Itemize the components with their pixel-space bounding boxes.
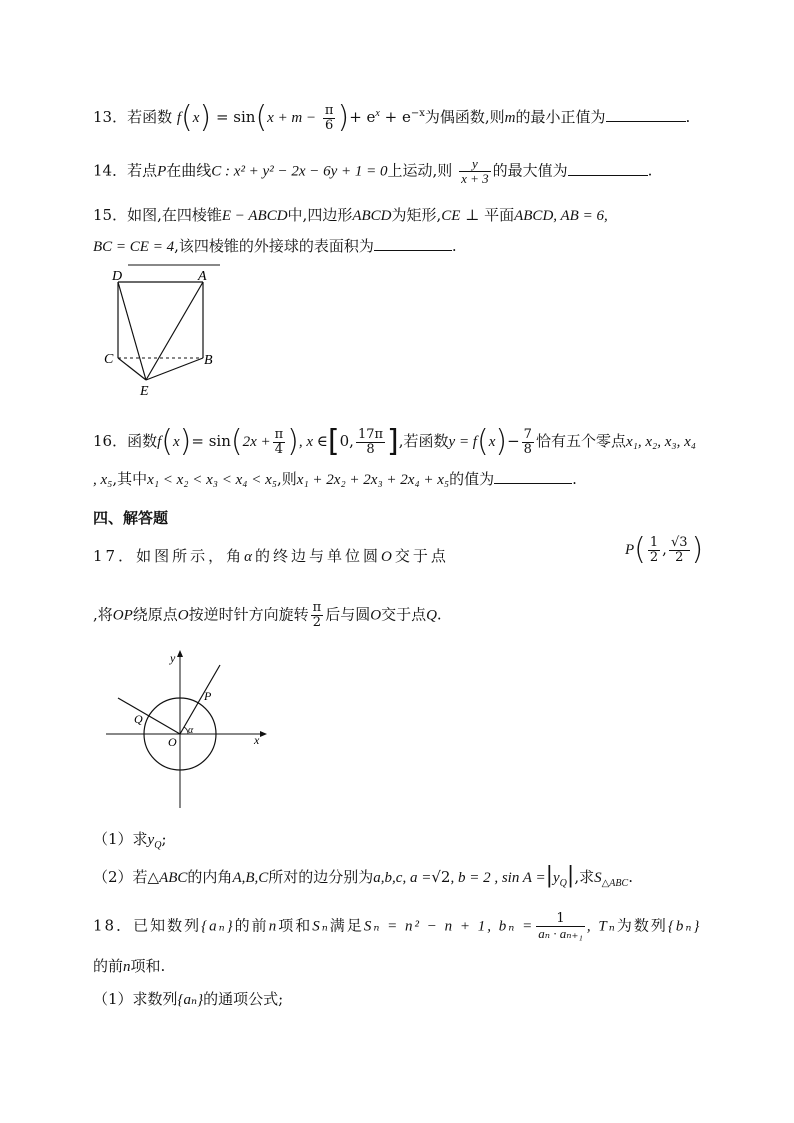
q17-l2d: 后与圆 — [325, 605, 371, 624]
q18-part1 — [93, 989, 283, 1010]
q16-l2c: ,则 — [277, 470, 297, 488]
q14-text: 14．若点 — [93, 161, 158, 180]
q17-abc: A,B,C — [232, 870, 269, 886]
answer-blank-13 — [606, 107, 686, 122]
q17-p1-y: y — [147, 832, 155, 848]
q15-perp: ⊥ 平面 — [460, 206, 515, 224]
q18-tn: , Tₙ — [586, 918, 617, 935]
q17-b: 的终边与单位圆 — [254, 547, 381, 565]
q17-part1 — [93, 829, 167, 856]
q17-p1-sub: Q — [154, 840, 162, 851]
q13-pi-over-6: $\frac{\pi}{6}$ — [324, 102, 334, 133]
q15-abcd2: ABCD, AB = 6, — [514, 208, 608, 224]
q16-zero: 0, — [339, 432, 354, 450]
point-q-label: Q — [134, 712, 143, 726]
q16-ineq: x₁ < x₂ < x₃ < x₄ < x₅ — [147, 472, 278, 488]
q16-arg: 2x + — [242, 434, 271, 450]
q13-exp-x: x — [375, 108, 380, 119]
answer-blank-14 — [568, 161, 648, 176]
q14-mid2: 上运动,则 — [387, 161, 453, 180]
unit-circle-figure — [100, 645, 275, 810]
question-15-line1 — [93, 205, 608, 226]
q16-17pi-8: $\frac{17\pi}{8}$ — [357, 426, 384, 457]
q17-a: 17．如图所示，角 — [93, 547, 245, 565]
label-E: E — [140, 384, 149, 399]
q17-ssub: △ABC — [601, 878, 629, 889]
question-14: 14．若点P在曲线C : x² + y² − 2x − 6y + 1 = 0上运动,则 $\frac{y}{x + 3}$ 的最大值为 . — [93, 156, 653, 186]
q16-mid: ,若函数 — [398, 432, 449, 450]
q18-c: 项和 — [278, 916, 313, 935]
q16-tail: 恰有五个零点 — [535, 432, 626, 450]
q18-n: n — [268, 918, 279, 935]
question-18-line1 — [93, 912, 701, 941]
origin-label: O — [168, 735, 177, 749]
q18-frac: $\frac{1}{\text{aₙ · aₙ₊₁}}$ — [538, 911, 583, 941]
q16-dom: , x ∈ — [298, 434, 328, 450]
q13-tail: 为偶函数,则 — [424, 108, 505, 126]
q16-minus: − — [507, 432, 520, 450]
q14-fraction: $\frac{y}{x + 3}$ — [461, 156, 489, 186]
q14-point: P — [157, 163, 167, 180]
q15-c: 为矩形, — [391, 206, 442, 224]
q18-sn: Sₙ — [312, 918, 330, 935]
q16-expr: x₁ + 2x₂ + 2x₃ + 2x₄ + x₅ — [296, 472, 450, 488]
q16-l2d: 的值为 — [449, 470, 495, 488]
q15-pyramid: E − ABCD — [221, 208, 288, 224]
q18-e: 为数列 — [616, 916, 668, 935]
q17-o: O — [380, 549, 395, 565]
q17-s: S — [594, 870, 602, 886]
q17-alpha: α — [244, 549, 255, 565]
q13-var: x — [192, 110, 200, 126]
label-D: D — [112, 269, 123, 284]
answer-blank-15 — [374, 236, 452, 251]
q17-abs-y: y — [553, 870, 560, 886]
q17-p1c: ; — [161, 830, 167, 848]
q17-part2: （2）若△ABC的内角A,B,C所对的边分别为a,b,c, a =√2, b = 2 , $\sin A =|y_Q|$,求$S_{\triangle ABC}$. — [93, 863, 633, 889]
q15-bc: BC = CE = 4 — [93, 239, 175, 255]
q17-op: OP — [112, 607, 133, 624]
q15-ce: CE — [441, 208, 461, 224]
q13-arg: x + m − — [267, 110, 317, 126]
q17-pi-2: $\frac{\pi}{2}$ — [312, 600, 322, 630]
q17-l2e: 交于点 — [381, 605, 427, 624]
q17-p2b: 的内角 — [187, 868, 233, 886]
q18-bn: {bₙ} — [667, 918, 702, 935]
q13-plus-e: + e — [379, 108, 411, 126]
axis-y-label: y — [170, 651, 176, 665]
q18-sn-eq: Sₙ = n² − n + 1, bₙ = — [363, 918, 535, 935]
q17-c: 交于点 — [394, 547, 449, 565]
pyramid-figure — [100, 260, 230, 400]
q17-p2a: （2）若 — [93, 868, 148, 886]
q17-sqrt3-2: $\frac{√3}{2}$ — [670, 534, 688, 565]
q14-curve: C : x² + y² − 2x − 6y + 1 = 0 — [211, 163, 388, 180]
q16-text: 16．函数 — [93, 432, 158, 450]
point-p-label: P — [204, 689, 212, 703]
q15-b: 中,四边形 — [287, 206, 353, 224]
q13-func: f — [176, 110, 182, 126]
q17-l2c: 按逆时针方向旋转 — [188, 605, 309, 624]
q18-a: 18．已知数列 — [93, 916, 202, 935]
axis-x-label: x — [254, 733, 260, 747]
q13-text: 13．若函数 — [93, 108, 173, 126]
q13-tail2: 的最小正值为 — [515, 108, 606, 126]
q17-l2b: 绕原点 — [132, 605, 178, 624]
label-A: A — [198, 269, 207, 284]
q17-p2e: , b = 2 , sin A = — [450, 870, 546, 886]
q17-abs-sub: Q — [559, 878, 567, 889]
q17-half: $\frac{1}{2}$ — [649, 534, 659, 565]
q17-sides: a,b,c — [373, 870, 403, 886]
q16-y: y = f — [448, 434, 477, 450]
q17-p2d: , a = — [402, 870, 432, 886]
label-C: C — [104, 352, 114, 367]
question-16-line1: 16．函数f(x)= sin(2x + $\frac{\pi}{4}$ ), x ∈[0, $\frac{17\pi}{8}$ ],若函数y = f(x)− $\frac{7}{8}$ 恰有五个零点x₁, x₂, x₃, x₄ — [93, 424, 696, 459]
question-16-line2: , x₅,其中x₁ < x₂ < x₃ < x₄ < x₅,则x₁ + 2x₂ + 2x₃ + 2x₄ + x₅的值为 . — [93, 470, 577, 488]
q17-sqrt2: √2 — [431, 868, 451, 886]
q16-zeros: x₁, x₂, x₃, x₄ — [625, 434, 696, 450]
q16-l2b: ,其中 — [112, 470, 148, 488]
q18-l2b: 项和. — [130, 957, 166, 975]
q17-p2c: 所对的边分别为 — [268, 868, 374, 886]
q17-p2f: ,求 — [574, 868, 595, 886]
q15-a: 15．如图,在四棱锥 — [93, 206, 222, 224]
answer-blank-16 — [494, 469, 572, 484]
q18-d: 满足 — [329, 916, 364, 935]
q18-l2-n: n — [123, 959, 131, 975]
q15-line2: ,该四棱锥的外接球的表面积为 — [174, 237, 374, 255]
question-17-line2 — [93, 601, 442, 630]
q16-x: x — [172, 434, 180, 450]
q18-l2: 的前 — [93, 957, 124, 975]
question-15-line2: BC = CE = 4,该四棱锥的外接球的表面积为 . — [93, 237, 457, 255]
question-17-line1 — [93, 546, 449, 567]
q16-x5: , x₅ — [93, 472, 113, 488]
q17-o3: O — [370, 607, 382, 624]
q16-7-8: $\frac{7}{8}$ — [523, 426, 532, 457]
q16-pi-4: $\frac{\pi}{4}$ — [274, 426, 284, 457]
q17-q: Q — [426, 607, 437, 624]
question-18-line2 — [93, 956, 165, 977]
q17-p1a: （1）求 — [93, 830, 148, 848]
q17-o2: O — [177, 607, 189, 624]
q18-p1b: 的通项公式; — [203, 990, 284, 1008]
q13-exp: + e — [349, 108, 376, 126]
q16-f: f — [157, 434, 162, 450]
q13-sin: = sin — [215, 108, 256, 126]
angle-alpha-label: α — [188, 725, 194, 736]
q18-p1-an: {aₙ} — [177, 992, 204, 1008]
q18-p1a: （1）求数列 — [93, 990, 178, 1008]
q17-point-p: P( $\frac{1}{2}$ , $\frac{√3}{2}$ ) — [625, 532, 704, 567]
q17-l2a: ,将 — [93, 605, 113, 624]
q14-mid: 在曲线 — [166, 161, 212, 180]
question-13: 13．若函数 f(x) = sin(x + m − $\frac{\pi}{6}$ )+ $e^x + e^{-x}$为偶函数,则m的最小正值为 . — [93, 100, 691, 135]
q14-tail: 的最大值为 — [492, 161, 568, 180]
q13-m: m — [504, 110, 516, 126]
q16-sin: = sin — [191, 432, 231, 450]
q17-p: P — [625, 542, 635, 558]
q17-p2g: . — [628, 868, 633, 886]
label-B: B — [204, 353, 213, 368]
q15-abcd: ABCD — [352, 208, 392, 224]
section-heading: 四、解答题 — [93, 509, 169, 527]
q13-exp-negx: −x — [410, 108, 425, 119]
q18-b: 的前 — [234, 916, 269, 935]
q18-an: {aₙ} — [201, 918, 235, 935]
q17-l2f: . — [436, 605, 442, 624]
q17-tri: △ABC — [147, 870, 188, 886]
